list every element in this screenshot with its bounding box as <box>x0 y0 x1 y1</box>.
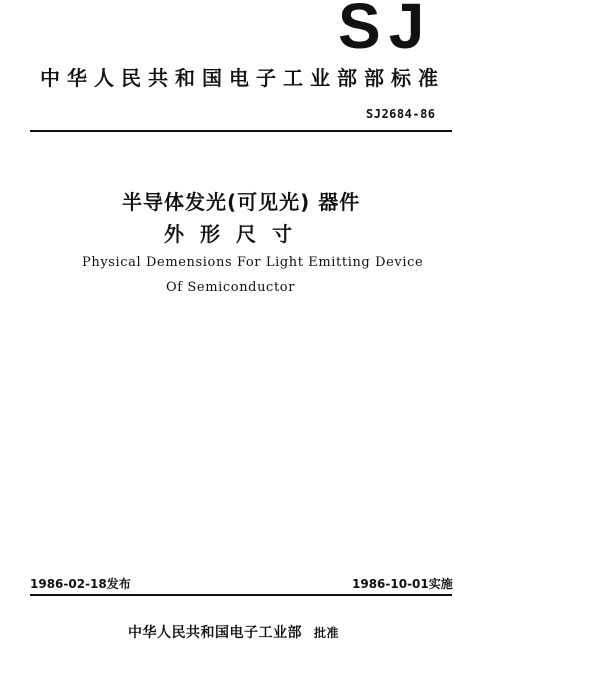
top-divider <box>30 130 452 132</box>
approval-word: 批准 <box>314 626 340 640</box>
title-chinese-line1: 半导体发光(可见光) 器件 <box>122 190 361 214</box>
sj-logo: SJ <box>338 0 433 62</box>
title-english-line2: Of Semiconductor <box>166 280 296 295</box>
implementation-date: 1986-10-01实施 <box>352 577 453 591</box>
ministry-standard-title: 中华人民共和国电子工业部部标准 <box>40 66 445 90</box>
title-english-line1: Physical Demensions For Light Emitting Device <box>82 255 424 270</box>
approval-line <box>128 622 339 642</box>
issue-date: 1986-02-18发布 <box>30 577 131 591</box>
approving-body: 中华人民共和国电子工业部 <box>128 625 302 641</box>
title-chinese-line2: 外形尺寸 <box>164 222 308 246</box>
standard-number: SJ2684-86 <box>366 107 436 121</box>
bottom-divider <box>30 594 452 596</box>
